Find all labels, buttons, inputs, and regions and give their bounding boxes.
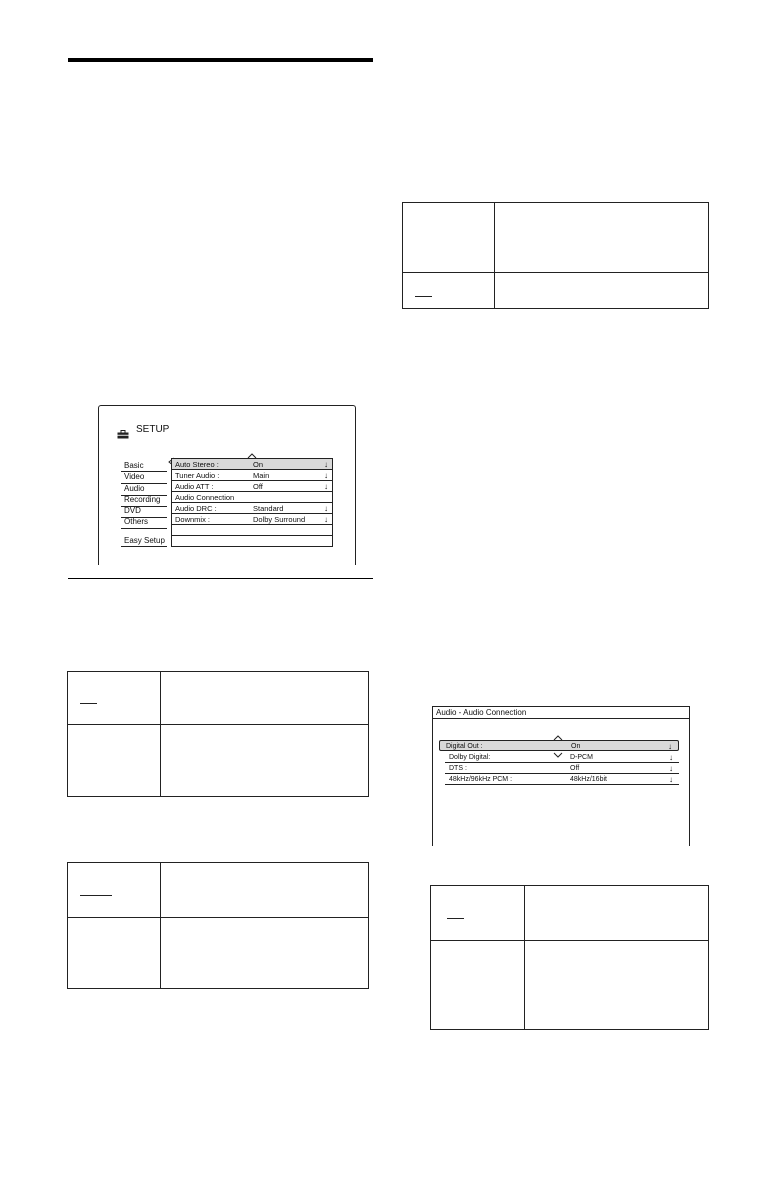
setup-menu bbox=[171, 458, 333, 547]
default-underline bbox=[447, 918, 464, 919]
ac-row-dolby-digital[interactable]: Dolby Digital: D-PCM ↓ bbox=[445, 752, 679, 763]
default-underline bbox=[80, 703, 97, 704]
menu-row-downmix[interactable]: Downmix : Dolby Surround ↓ bbox=[172, 514, 332, 525]
down-arrow-icon: ↓ bbox=[668, 742, 672, 751]
option-table bbox=[430, 885, 709, 1030]
sidebar-item-dvd[interactable]: DVD bbox=[124, 506, 141, 515]
option-table bbox=[67, 671, 369, 797]
sidebar-item-audio[interactable]: Audio bbox=[124, 484, 145, 493]
down-arrow-icon: ↓ bbox=[324, 515, 328, 524]
ac-row-digital-out[interactable]: Digital Out : On ↓ bbox=[439, 740, 679, 751]
down-arrow-icon: ↓ bbox=[669, 775, 673, 784]
ac-row-pcm[interactable]: 48kHz/96kHz PCM : 48kHz/16bit ↓ bbox=[445, 774, 679, 785]
menu-row-tuner-audio[interactable]: Tuner Audio : Main ↓ bbox=[172, 470, 332, 481]
audio-connection-screen bbox=[432, 706, 690, 846]
setup-screen bbox=[98, 405, 356, 565]
down-arrow-icon: ↓ bbox=[324, 460, 328, 469]
down-arrow-icon: ↓ bbox=[324, 471, 328, 480]
toolbox-icon bbox=[117, 426, 129, 435]
down-arrow-icon: ↓ bbox=[324, 482, 328, 491]
heading-rule bbox=[68, 58, 373, 62]
down-arrow-icon: ↓ bbox=[669, 753, 673, 762]
sidebar-item-video[interactable]: Video bbox=[124, 472, 145, 481]
menu-row-audio-att[interactable]: Audio ATT : Off ↓ bbox=[172, 481, 332, 492]
sidebar-item-recording[interactable]: Recording bbox=[124, 495, 161, 504]
section-divider bbox=[68, 578, 373, 579]
menu-row-audio-connection[interactable]: Audio Connection bbox=[172, 492, 332, 503]
screen-title: Audio - Audio Connection bbox=[433, 707, 689, 719]
menu-row-empty bbox=[172, 525, 332, 536]
screen-title: SETUP bbox=[136, 424, 170, 435]
down-arrow-icon: ↓ bbox=[324, 504, 328, 513]
down-arrow-icon: ↓ bbox=[669, 764, 673, 773]
ac-row-dts[interactable]: DTS : Off ↓ bbox=[445, 763, 679, 774]
menu-row-audio-drc[interactable]: Audio DRC : Standard ↓ bbox=[172, 503, 332, 514]
default-underline bbox=[80, 895, 112, 896]
option-table bbox=[402, 202, 709, 309]
menu-row-auto-stereo[interactable]: Auto Stereo : On ↓ bbox=[172, 459, 332, 470]
menu-row-empty bbox=[172, 536, 332, 547]
sidebar-item-others[interactable]: Others bbox=[124, 517, 149, 526]
option-table bbox=[67, 862, 369, 989]
default-underline bbox=[415, 296, 432, 297]
sidebar-item-easy-setup[interactable]: Easy Setup bbox=[124, 536, 165, 545]
sidebar-item-basic[interactable]: Basic bbox=[124, 461, 144, 470]
